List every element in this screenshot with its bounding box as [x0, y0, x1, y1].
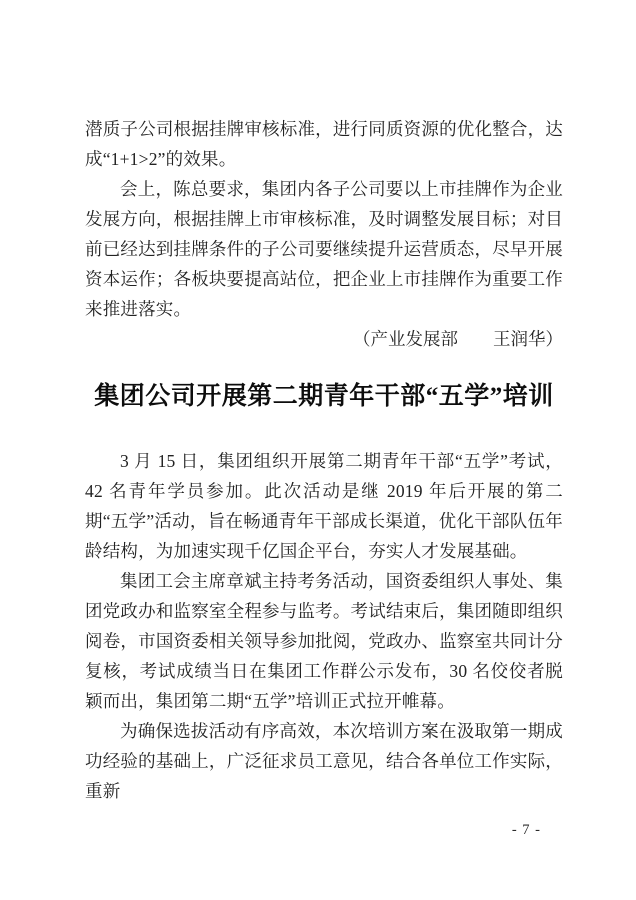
article-paragraph-3: 为确保选拔活动有序高效，本次培训方案在汲取第一期成功经验的基础上，广泛征求员工意见，结合各单位工作实际，重新	[85, 721, 563, 801]
document-body	[85, 114, 563, 806]
article-title: 集团公司开展第二期青年干部“五学”培训	[94, 383, 554, 410]
prev-article-paragraph: 会上，陈总要求，集团内各子公司要以上市挂牌作为企业发展方向，根据挂牌上市审核标准，及时调整发展目标；对目前已经达到挂牌条件的子公司要继续提升运营质态，尽早开展资本运作；各板块要提高站位，把企业上市挂牌作为重要工作来推进落实。	[85, 179, 563, 319]
article-paragraph-2: 集团工会主席章斌主持考务活动，国资委组织人事处、集团党政办和监察室全程参与监考。考试结束后，集团随即组织阅卷，市国资委相关领导参加批阅，党政办、监察室共同计分复核，考试成绩当日在集团工作群公示发布，30 名佼佼者脱颖而出，集团第二期“五学”培训正式拉开帷幕。	[85, 571, 563, 711]
prev-article-byline: （产业发展部 王润华）	[353, 329, 563, 349]
page-number: - 7 -	[511, 822, 541, 838]
prev-article-paragraph-continuation: 潜质子公司根据挂牌审核标准，进行同质资源的优化整合，达成“1+1>2”的效果。	[85, 119, 563, 169]
article-paragraph-1: 3 月 15 日，集团组织开展第二期青年干部“五学”考试，42 名青年学员参加。此次活动是继 2019 年后开展的第二期“五学”活动，旨在畅通青年干部成长渠道，优化干部队伍年龄结构，为加速实现千亿国企平台，夯实人才发展基础。	[85, 451, 563, 561]
